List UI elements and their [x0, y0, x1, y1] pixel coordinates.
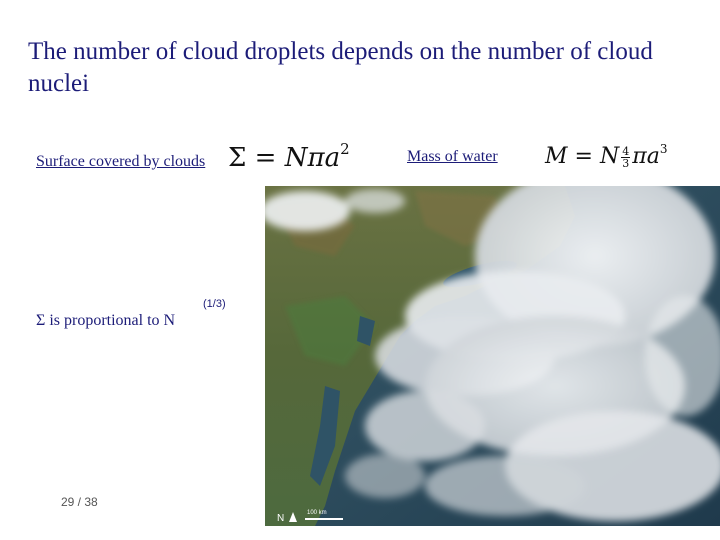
satellite-image-svg	[265, 186, 720, 526]
a-variable: a	[324, 143, 341, 173]
mass-formula	[545, 142, 667, 169]
scale-bar-label: 100 km	[307, 510, 327, 516]
fraction-numerator: 4	[622, 144, 630, 158]
fraction-denominator: 3	[622, 156, 630, 170]
surface-covered-label: Surface covered by clouds	[36, 153, 206, 170]
n-variable: N	[284, 143, 308, 173]
pi-symbol: π	[307, 143, 325, 173]
slide-title: The number of cloud droplets depends on the number of cloud nuclei	[28, 38, 653, 97]
n-variable: N	[599, 144, 620, 169]
proportional-exponent: (1/3)	[203, 298, 226, 310]
satellite-image	[265, 186, 720, 526]
m-variable: M	[545, 144, 568, 169]
sigma-symbol: Σ	[228, 143, 247, 173]
page-number: 29 / 38	[61, 495, 98, 509]
equals-sign: =	[574, 144, 593, 169]
four-thirds-fraction	[621, 146, 630, 169]
exponent: 3	[659, 142, 668, 156]
exponent: 2	[340, 140, 350, 158]
proportional-statement: Σ is proportional to N	[36, 312, 176, 329]
surface-formula	[228, 140, 350, 173]
mass-of-water-label: Mass of water	[407, 148, 498, 165]
a-variable: a	[646, 144, 660, 169]
equals-sign: =	[254, 143, 277, 173]
pi-symbol: π	[632, 144, 647, 169]
svg-text:N: N	[277, 513, 285, 524]
